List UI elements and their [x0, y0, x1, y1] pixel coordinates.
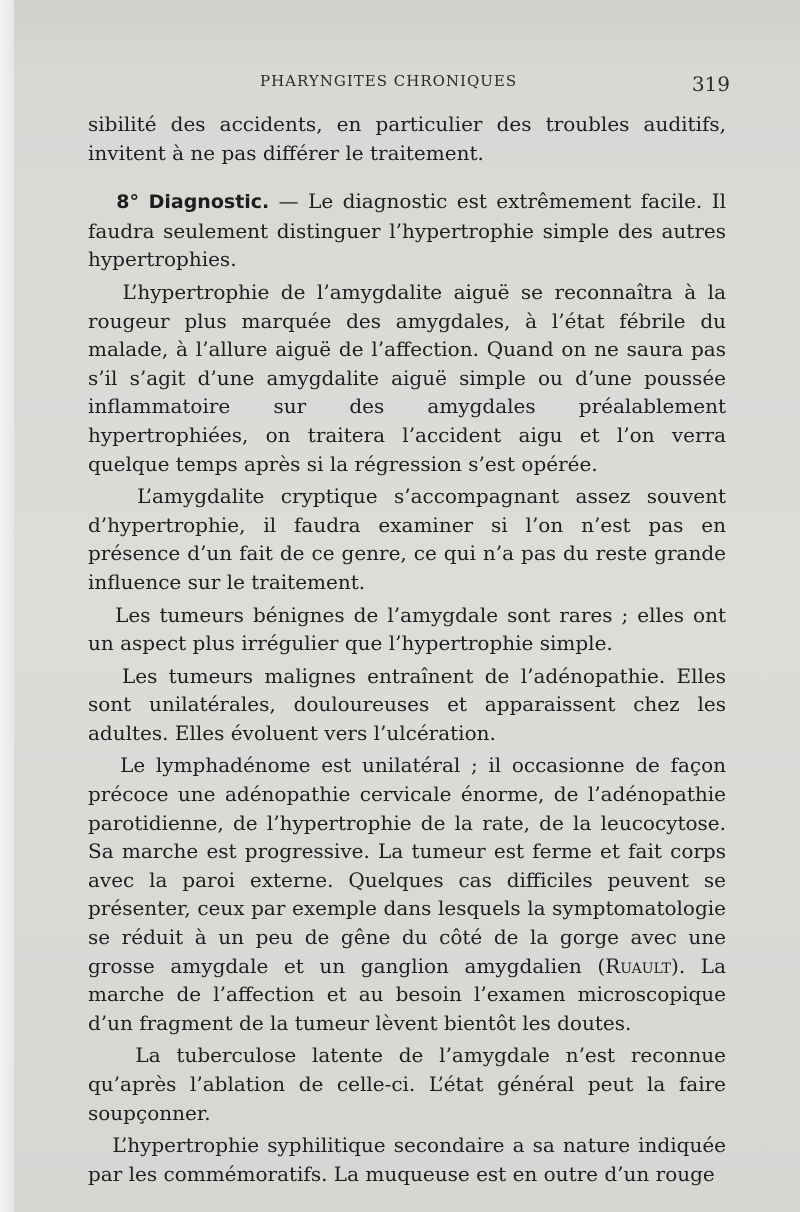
paragraph-diagnostic-text: — Le diagnostic est extrêmement facile. Il faudra seulement distinguer l’hypertrophie simple des autres hypertrophies.: [88, 189, 726, 272]
paragraph-continuation: sibilité des accidents, en particulier des troubles auditifs, invitent à ne pas différer le traitement.: [88, 112, 726, 165]
paragraph-amygdalite-aigue: [88, 278, 726, 478]
paragraph-text: L’hypertrophie de l’amygdalite aiguë se reconnaîtra à la rougeur plus marquée des amygdales, à l’état fébrile du malade, à l’allure aiguë de l’affection. Quand on ne saura pas s’il s’agit d’une amygdalite aiguë simple ou d’une poussée inflammatoire sur des amygdales préalablement hypertrophiées, on traitera l’accident aigu et l’on verra quelque temps après si la régression s’est opérée.: [88, 279, 727, 476]
paragraph-diagnostic: [88, 187, 726, 274]
paragraph-amygdalite-cryptique: [88, 482, 726, 596]
paragraph-lymphadenome: [88, 751, 726, 1037]
paragraph-text: ). La marche de l’affection et au besoin l’examen microscopique d’un fragment de la tumeur lèvent bientôt les doutes.: [88, 953, 726, 1035]
paragraph-text: Le lymphadénome est unilatéral ; il occasionne de façon précoce une adénopathie cervicale énorme, de l’adénopathie parotidienne, de l’hypertrophie de la rate, de la leucocytose. Sa marche est progressive. La tumeur est ferme et fait corps avec la paroi externe. Quelques cas difficiles peuvent se présenter, ceux par exemple dans lesquels la symptomatologie se réduit à un peu de gêne du côté de la gorge avec une grosse amygdale et un ganglion amygdalien (: [88, 753, 726, 978]
paragraph-text: L’hypertrophie syphilitique secondaire a sa nature indiquée par les commémoratifs. La muqueuse est en outre d’un rouge: [88, 1133, 726, 1186]
running-title: PHARYNGITES CHRONIQUES: [260, 72, 518, 90]
paragraph-text: La tuberculose latente de l’amygdale n’est reconnue qu’après l’ablation de celle-ci. L’état général peut la faire soupçonner.: [88, 1043, 726, 1125]
paragraph-syphilitique: [88, 1131, 726, 1188]
section-heading: 8° Diagnostic.: [116, 191, 270, 214]
page-number: 319: [691, 72, 730, 96]
page-header: [80, 68, 730, 98]
page-edge: [0, 0, 14, 1212]
paragraph-tumeurs-benignes: [88, 601, 726, 658]
paragraph-text: L’amygdalite cryptique s’accompagnant assez souvent d’hypertrophie, il faudra examiner si l’on n’est pas en présence d’un fait de ce genre, ce qui n’a pas du reste grande influence sur le traitement.: [88, 484, 726, 594]
paragraph-tuberculose: [88, 1041, 726, 1127]
body-text: [88, 110, 726, 1192]
paragraph-text: Les tumeurs bénignes de l’amygdale sont rares ; elles ont un aspect plus irrégulier que l’hypertrophie simple.: [88, 602, 726, 656]
paragraph-tumeurs-malignes: [88, 662, 726, 748]
paragraph-text: Les tumeurs malignes entraînent de l’adénopathie. Elles sont unilatérales, douloureuses et apparaissent chez les adultes. Elles évoluent vers l’ulcération.: [88, 663, 726, 745]
author-name: Ruault: [605, 953, 672, 978]
